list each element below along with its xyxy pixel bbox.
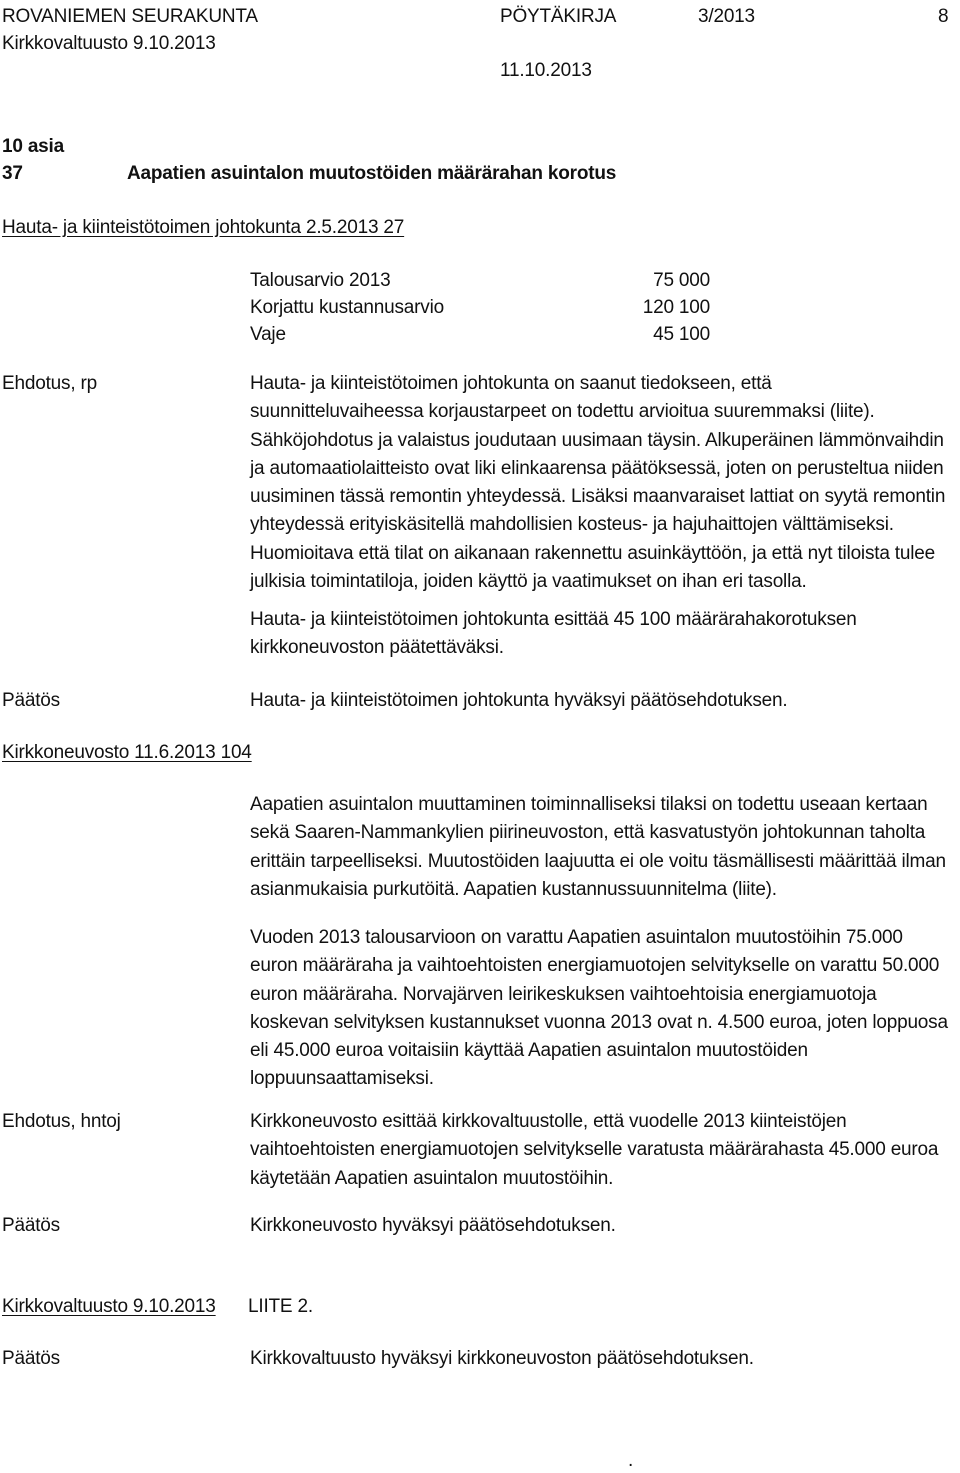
item-title: Aapatien asuintalon muutostöiden määrärahan korotus [127,163,617,184]
paatos-label: Päätös [2,1348,60,1369]
budget-table [250,270,710,351]
budget-row [250,297,710,324]
paragraph [250,791,958,904]
text-line: suunnitteluvaiheessa korjaustarpeet on todettu arvioitua suuremmaksi (liite). [250,401,875,423]
budget-value: 120 100 [642,297,710,318]
ehdotus-label: Ehdotus, hntoj [2,1111,121,1132]
text-line: eli 45.000 euroa voitaisiin käyttää Aapatien asuintalon muutostöiden [250,1040,808,1062]
ehdotus-text [250,1108,958,1193]
section-ref-kirkkoneuvosto: Kirkkoneuvosto 11.6.2013 104 [2,742,252,763]
section-ref-kirkkovaltuusto: Kirkkovaltuusto 9.10.2013 [2,1296,216,1317]
text-line: Hauta- ja kiinteistötoimen johtokunta esittää 45 100 määrärahakorotuksen [250,609,857,630]
budget-row [250,270,710,297]
budget-label: Talousarvio 2013 [250,270,391,291]
meeting-date: Kirkkovaltuusto 9.10.2013 [2,33,216,54]
org-name: ROVANIEMEN SEURAKUNTA [2,6,258,27]
text-line: kirkkoneuvoston päätettäväksi. [250,637,504,659]
text-line: uusiminen tässä remontin yhteydessä. Lisäksi maanvaraiset lattiat on syytä remontin [250,486,946,508]
text-line: Kirkkoneuvosto esittää kirkkovaltuustolle, että vuodelle 2013 kiinteistöjen [250,1111,847,1132]
text-line: Aapatien asuintalon muuttaminen toiminnalliseksi tilaksi on todettu useaan kertaan [250,794,928,815]
budget-label: Korjattu kustannusarvio [250,297,444,318]
text-line: euron määräraha ja vaihtoehtoisten energiamuotojen selvitykselle on varattu 50.000 [250,955,940,977]
paatos-text: Hauta- ja kiinteistötoimen johtokunta hyväksyi päätösehdotuksen. [250,690,788,711]
text-line: koskevan selvityksen kustannukset vuonna 2013 ovat n. 4.500 euroa, joten loppuosa [250,1011,948,1033]
paatos-text: Kirkkovaltuusto hyväksyi kirkkoneuvoston päätösehdotuksen. [250,1348,754,1369]
ehdotus-label: Ehdotus, rp [2,373,97,394]
paragraph [250,924,958,1094]
text-line: Huomioitava että tilat on aikanaan rakennettu asuinkäyttöön, ja että nyt tiloista tulee [250,542,935,564]
text-line: Hauta- ja kiinteistötoimen johtokunta on saanut tiedokseen, että [250,373,772,394]
text-line: käytetään Aapatien asuintalon muutostöihin. [250,1167,614,1189]
proposal-text [250,606,958,663]
paatos-text: Kirkkoneuvosto hyväksyi päätösehdotuksen. [250,1215,616,1236]
protocol-date: 11.10.2013 [500,60,592,81]
budget-value: 45 100 [653,324,710,345]
text-line: asianmukaisia purkutöitä. Aapatien kustannussuunnitelma (liite). [250,878,777,900]
budget-label: Vaje [250,324,286,345]
text-line: vaihtoehtoisten energiamuotojen selvitykselle varatusta määrärahasta 45.000 euroa [250,1139,939,1161]
liite-label: LIITE 2. [248,1296,313,1317]
text-line: Vuoden 2013 talousarvioon on varattu Aapatien asuintalon muutostöihin 75.000 [250,927,903,948]
text-line: Sähköjohdotus ja valaistus joudutaan uusimaan täysin. Alkuperäinen lämmönvaihdin [250,429,944,451]
item-number: 37 [2,163,23,184]
paatos-label: Päätös [2,690,60,711]
text-line: erittäin tarpeelliseksi. Muutostöiden laajuutta ei ole voitu täsmällisesti määrittää ilman [250,850,946,872]
paatos-label: Päätös [2,1215,60,1236]
text-line: julkisia toimintatiloja, joiden käyttö ja vaatimukset on ihan eri tasolla. [250,571,807,593]
text-line: euron määräraha. Norvajärven leirikeskuksen vaihtoehtoisia energiamuotoja [250,983,877,1005]
ehdotus-text [250,370,958,596]
footer-dot: . [628,1450,634,1471]
budget-value: 75 000 [653,270,710,291]
section-ref-johtokunta: Hauta- ja kiinteistötoimen johtokunta 2.5.2013 27 [2,217,405,238]
item-asia: 10 asia [2,136,64,157]
text-line: yhteydessä erityiskäsitellä mahdollisien kosteus- ja hajuhaittojen välttämiseksi. [250,514,894,536]
budget-row [250,324,710,351]
document-type: PÖYTÄKIRJA [500,6,617,27]
text-line: ja automaatiolaitteisto ovat liki elinkaarensa päätöksessä, joten on perusteltua niiden [250,457,944,479]
protocol-number: 3/2013 [698,6,755,27]
page-number: 8 [938,6,949,27]
text-line: sekä Saaren-Nammankylien piirineuvoston, että kasvatustyön johtokunnan taholta [250,822,926,844]
text-line: loppuunsaattamiseksi. [250,1068,434,1090]
